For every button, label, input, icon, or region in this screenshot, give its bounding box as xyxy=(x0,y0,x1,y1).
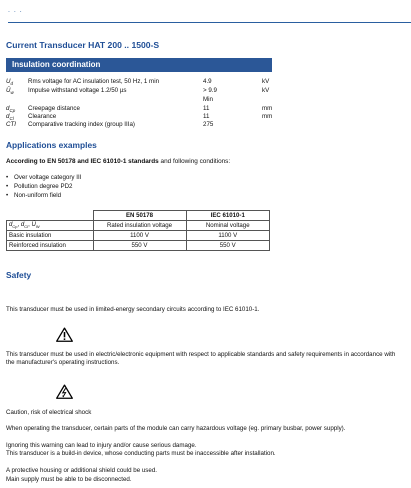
table-corner xyxy=(7,211,94,221)
table-row xyxy=(7,231,270,241)
row-symbol: $Û_w$ xyxy=(6,87,14,96)
table-param-cell: $d_{Cp}$, $d_{Cl}$, $Û_W$ xyxy=(7,221,94,231)
table-cell: 1100 V xyxy=(186,231,270,241)
safety-paragraph: This transducer is a build-in device, whose conducting parts must be inaccessible after installation. xyxy=(6,450,276,457)
table-cell: 550 V xyxy=(93,241,186,251)
bullet-item: • Over voltage category III xyxy=(14,174,81,181)
insulation-standards-table xyxy=(6,210,270,251)
safety-paragraph: Ignoring this warning can lead to injury and/or cause serious damage. xyxy=(6,442,197,449)
row-unit: mm xyxy=(262,113,273,120)
standards-line: According to EN 50178 and IEC 61010-1 standards and following conditions: xyxy=(6,158,231,165)
table-header: EN 50178 xyxy=(93,211,186,221)
row-value: 11 xyxy=(203,105,210,112)
insulation-row xyxy=(6,95,272,104)
row-description: Impulse withstand voltage 1.2/50 µs xyxy=(28,87,127,94)
row-description: Comparative tracking index (group IIIa) xyxy=(28,121,135,128)
row-symbol: CTI xyxy=(6,121,16,128)
applications-heading: Applications examples xyxy=(6,140,97,150)
table-cell: Rated insulation voltage xyxy=(93,221,186,231)
insulation-row xyxy=(6,77,272,86)
table-cell: Basic insulation xyxy=(7,231,94,241)
row-description: Clearance xyxy=(28,113,57,120)
table-row xyxy=(7,221,270,231)
header-dots: . . . xyxy=(8,7,23,14)
row-value: 4.9 xyxy=(203,78,212,85)
row-unit: kV xyxy=(262,78,270,85)
insulation-heading: Insulation coordination xyxy=(6,58,272,72)
table-cell: 1100 V xyxy=(93,231,186,241)
table-cell: 550 V xyxy=(186,241,270,251)
row-value: Min xyxy=(203,96,213,103)
header-rule xyxy=(8,22,411,23)
safety-paragraph: This transducer must be used in electric/electronic equipment with respect to applicable standards and safety requirements in accordance with the manufacturer's operating instructions. xyxy=(6,351,396,367)
table-row xyxy=(7,211,270,221)
safety-heading: Safety xyxy=(6,270,32,280)
safety-paragraph: When operating the transducer, certain parts of the module can carry hazardous voltage (eg. primary busbar, power supply). xyxy=(6,425,346,432)
row-unit: kV xyxy=(262,87,270,94)
table-cell: Reinforced insulation xyxy=(7,241,94,251)
caution-text: Caution, risk of electrical shock xyxy=(6,409,92,416)
insulation-row xyxy=(6,120,272,129)
row-description: Creepage distance xyxy=(28,105,80,112)
table-cell: Nominal voltage xyxy=(186,221,270,231)
table-row xyxy=(7,241,270,251)
row-value: 11 xyxy=(203,113,210,120)
insulation-row xyxy=(6,86,272,95)
safety-paragraph: A protective housing or additional shield could be used. xyxy=(6,467,158,474)
warning-icon xyxy=(56,327,73,342)
row-symbol: $d_{Cp}$ xyxy=(6,105,16,114)
electrical-shock-icon xyxy=(56,384,73,399)
row-value: 275 xyxy=(203,121,214,128)
row-symbol: $d_{Cl}$ xyxy=(6,113,14,122)
row-symbol: $U_d$ xyxy=(6,78,13,87)
row-value: > 9.9 xyxy=(203,87,217,94)
bullet-item: • Non-uniform field xyxy=(14,192,61,199)
safety-paragraph: This transducer must be used in limited-energy secondary circuits according to IEC 61010-1. xyxy=(6,306,260,313)
table-header: IEC 61010-1 xyxy=(186,211,270,221)
safety-paragraph: Main supply must be able to be disconnected. xyxy=(6,476,132,483)
document-title: Current Transducer HAT 200 .. 1500-S xyxy=(6,40,160,50)
row-description: Rms voltage for AC insulation test, 50 Hz, 1 min xyxy=(28,78,160,85)
bullet-item: • Pollution degree PD2 xyxy=(14,183,72,190)
row-unit: mm xyxy=(262,105,273,112)
